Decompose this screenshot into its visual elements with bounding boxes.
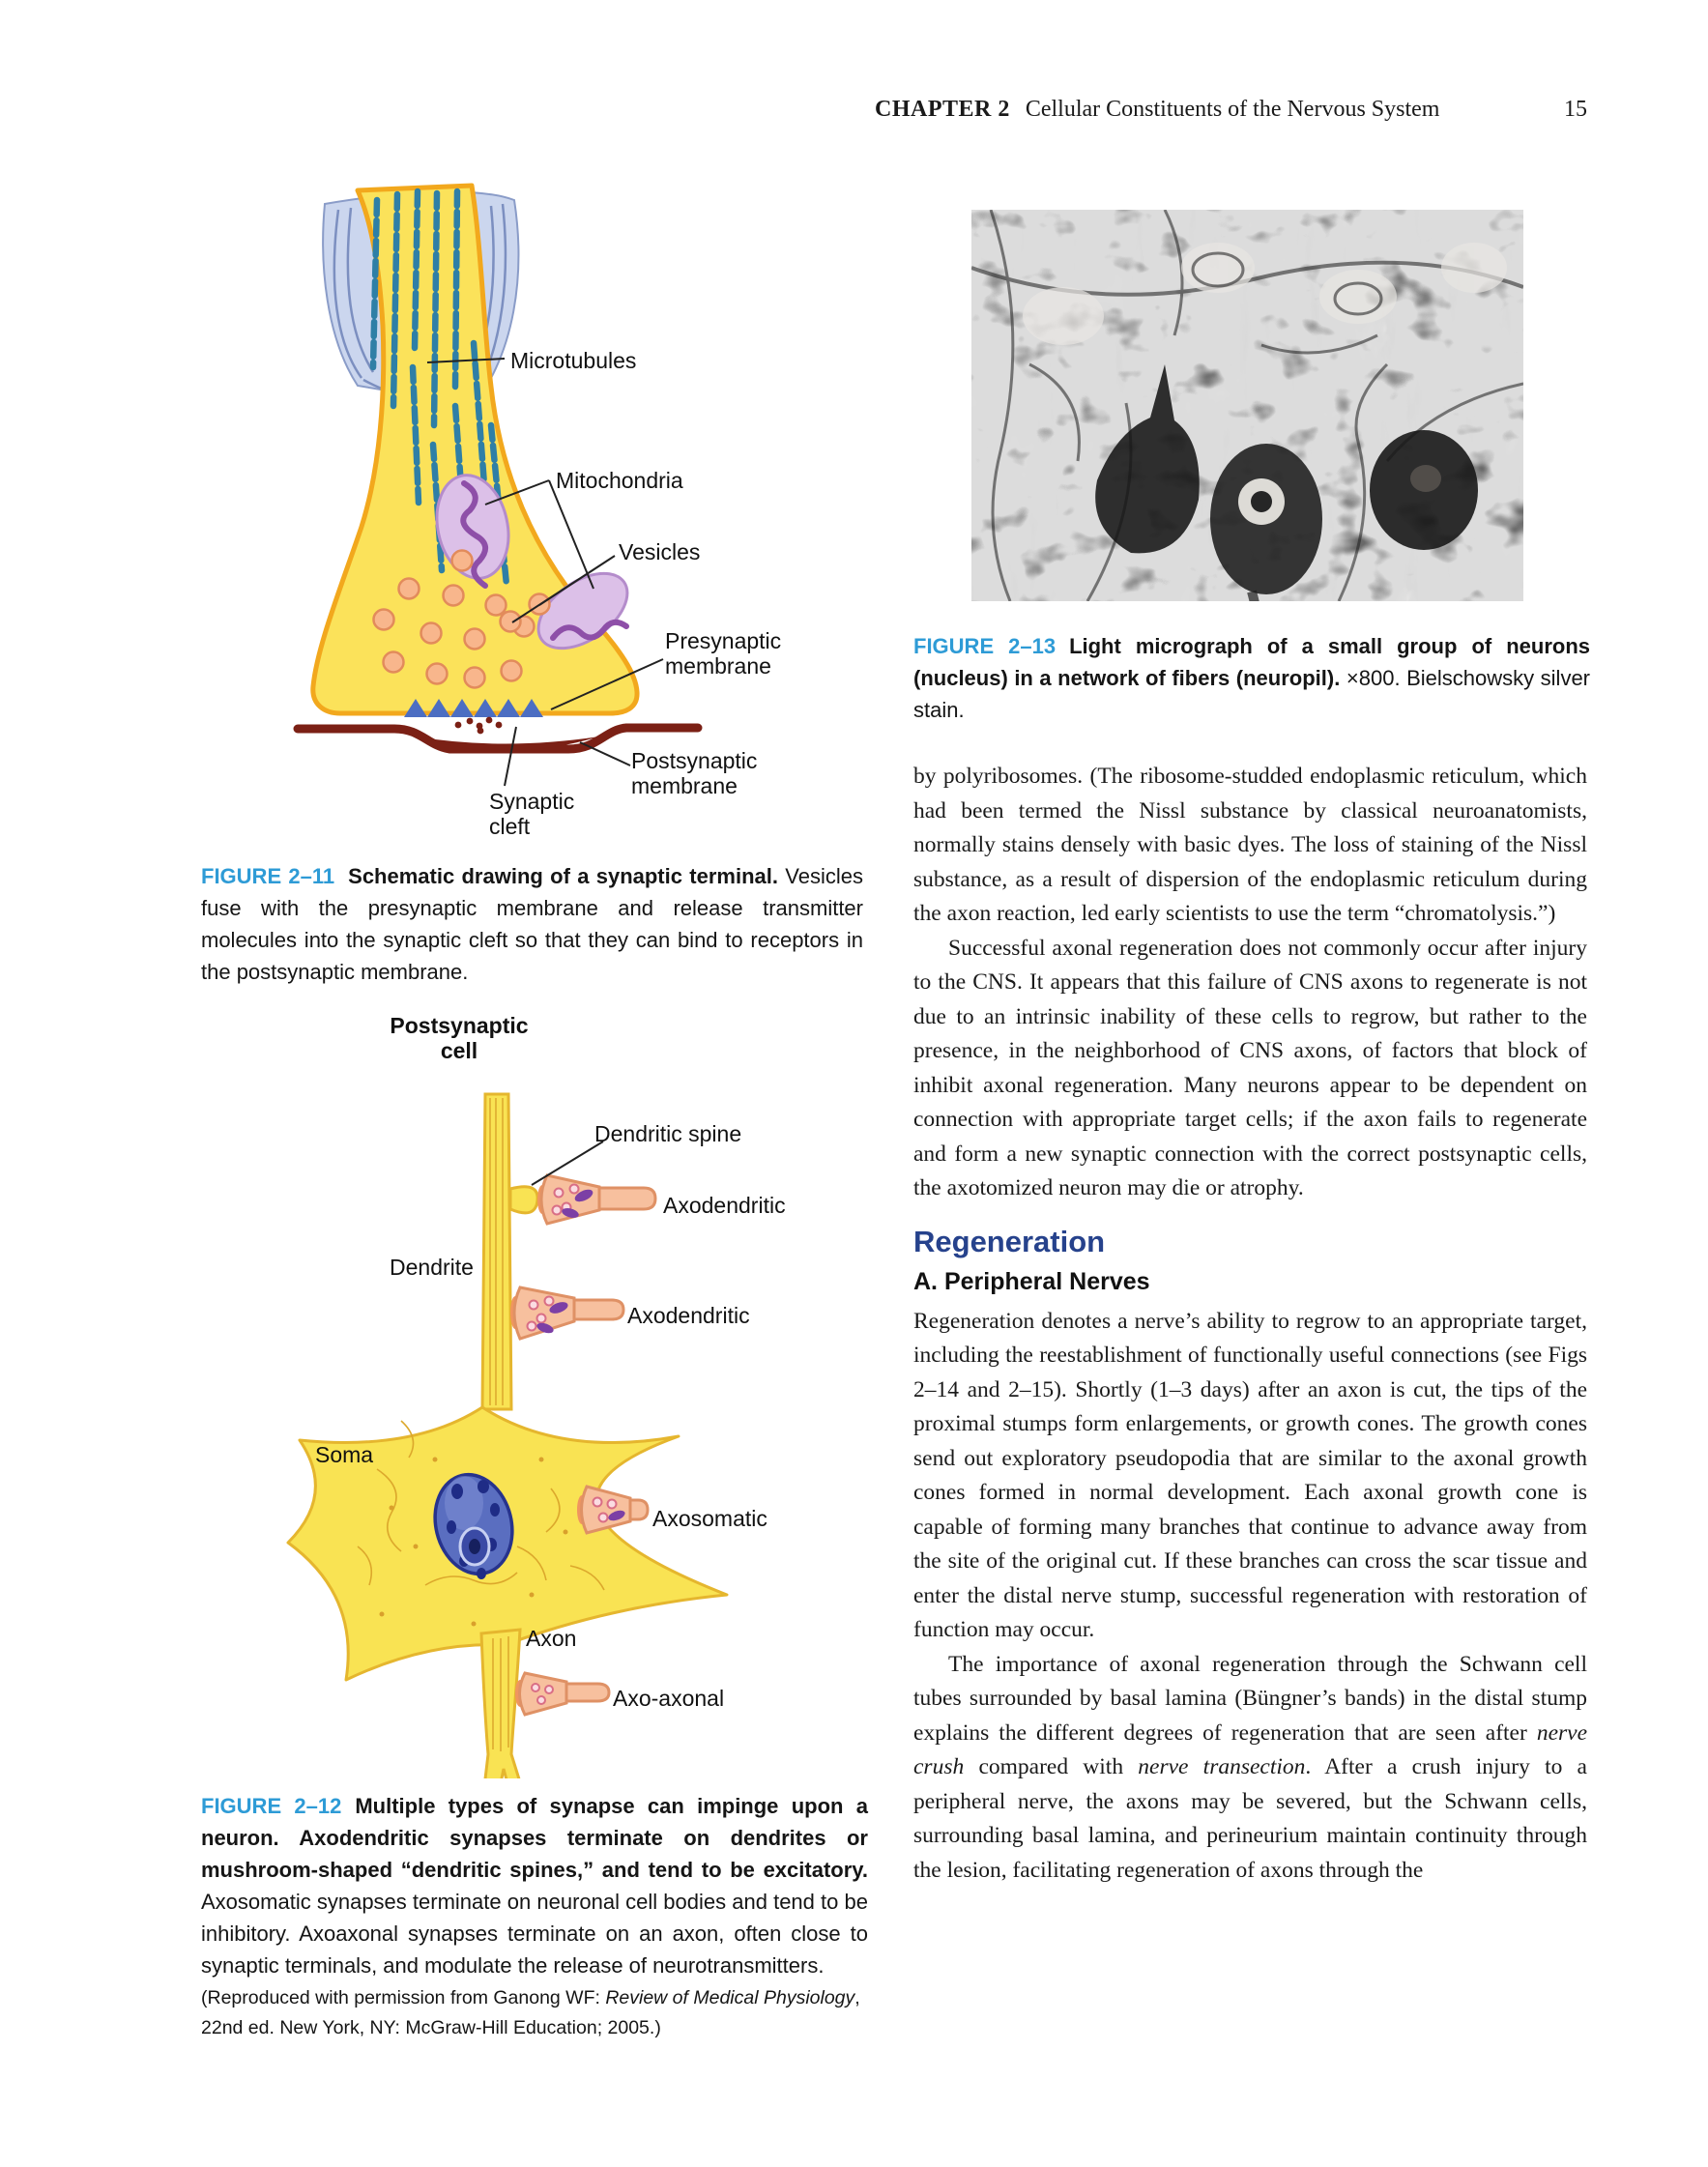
axosomatic-terminal <box>577 1487 648 1533</box>
figure-2-12-caption-title: Multiple types of synapse can impinge upon a neuron. Axodendritic synapses terminate on dendrites or mushroom-shaped “dendritic spines,” and tend to be excitatory. <box>201 1794 868 1882</box>
paragraph-schwann-mid: compared with <box>964 1754 1139 1779</box>
label-microtubules: Microtubules <box>510 348 637 373</box>
paragraph-schwann-end: . After a crush injury to a peripheral nerve, the axons may be severed, but the Schwann cells, surrounding basal lamina, and perineurium maintain continuity through the lesion, facilitating regeneration of axons through the <box>913 1754 1587 1883</box>
transmitter-molecule-dots <box>455 717 503 735</box>
running-head <box>875 97 1587 123</box>
label-dendrite: Dendrite <box>390 1255 474 1280</box>
figure-2-13-tag: FIGURE 2–13 <box>913 634 1057 658</box>
credit-source-italic: Review of Medical Physiology <box>605 1987 855 2008</box>
label-axodendritic-upper: Axodendritic <box>663 1193 786 1218</box>
figure-2-11-caption-body: Vesicles fuse with the presynaptic membrane and release transmitter molecules into the synaptic cleft so that they can bind to receptors in the postsynaptic membrane. <box>201 864 864 984</box>
figure-2-12-caption-body: Axosomatic synapses terminate on neuronal cell bodies and tend to be inhibitory. Axoaxonal synapses terminate on an axon, often close to synaptic terminals, and modulate the release of neurotransmitters. <box>201 1890 868 1978</box>
nerve-crush-italic: nerve crush <box>913 1719 1587 1779</box>
label-axon: Axon <box>526 1626 577 1651</box>
article-body <box>913 760 1587 1888</box>
axodendritic-terminal-upper <box>537 1175 655 1224</box>
micrograph-art <box>971 210 1523 601</box>
label-postsynaptic-membrane: Postsynaptic membrane <box>631 748 758 798</box>
label-mitochondria: Mitochondria <box>556 468 683 493</box>
micrograph-image <box>971 210 1523 601</box>
subheading-peripheral-nerves: A. Peripheral Nerves <box>913 1267 1150 1295</box>
label-synaptic-cleft: Synaptic cleft <box>489 789 575 839</box>
figure-2-12-caption-credit <box>201 1983 868 2043</box>
paragraph-axonal-regeneration: Successful axonal regeneration does not commonly occur after injury to the CNS. It appears that this failure of CNS axons to regenerate is not due to an intrinsic inability of these cells to regrow, but rather to the presence, in the neighborhood of CNS axons, of factors that block of inhibit axonal regeneration. Many neurons appear to be dependent on connection with appropriate target cells; if the axon fails to regenerate and form a new synaptic connection with the correct postsynaptic cells, the axotomized neuron may die or atrophy. <box>913 935 1587 1200</box>
label-presynaptic-membrane: Presynaptic membrane <box>665 628 782 679</box>
dendritic-spine-shape <box>510 1187 537 1213</box>
label-soma: Soma <box>315 1442 374 1467</box>
figure-2-12-caption <box>201 1790 868 2043</box>
figure-2-11-illustration <box>184 179 860 828</box>
figure-2-13-caption-title: Light micrograph of a small group of neurons (nucleus) in a network of fibers (neuropil). <box>913 634 1590 690</box>
axodendritic-terminal-lower <box>510 1287 623 1339</box>
figure-2-11-tag: FIGURE 2–11 <box>201 864 335 888</box>
axo-axonal-terminal <box>515 1673 609 1715</box>
chapter-title: Cellular Constituents of the Nervous System <box>1025 97 1440 122</box>
label-axosomatic: Axosomatic <box>652 1506 767 1531</box>
dendrite-shape <box>482 1094 511 1409</box>
nerve-transection-italic: nerve transection <box>1138 1754 1306 1779</box>
credit-text: (Reproduced with permission from Ganong WF: <box>201 1987 606 2008</box>
figure-2-11-caption <box>201 860 863 988</box>
label-axodendritic-lower: Axodendritic <box>627 1303 750 1328</box>
figure-2-13-caption <box>913 630 1590 726</box>
credit-text-end: , 22nd ed. New York, NY: McGraw-Hill Education; 2005.) <box>201 1987 860 2038</box>
label-postsynaptic-cell: Postsynaptic cell <box>390 1013 529 1063</box>
chapter-label: CHAPTER 2 <box>875 97 1010 122</box>
section-heading-regeneration: Regeneration <box>913 1224 1106 1258</box>
label-axo-axonal: Axo-axonal <box>613 1686 725 1711</box>
figure-2-13-caption-body: ×800. Bielschowsky silver stain. <box>913 666 1591 722</box>
paragraph-peripheral-nerves: Regeneration denotes a nerve’s ability to regrow to an appropriate target, including the reestablishment of functionally useful connections (see Figs 2–14 and 2–15). Shortly (1–3 days) after an axon is cut, the tips of the proximal stumps form enlargements, or growth cones. The growth cones send out exploratory pseudopodia that are similar to the axonal growth cones formed in normal development. Each axonal growth cone is capable of forming many branches that continue to advance away from the site of the original cut. If these branches can cross the scar tissue and enter the distal nerve stump, successful regeneration with restoration of function may occur. <box>913 1308 1587 1642</box>
figure-2-12-illustration <box>184 1005 860 1778</box>
paragraph-polyribosomes: by polyribosomes. (The ribosome-studded endoplasmic reticulum, which had been termed the Nissl substance by classical neuroanatomists, normally stains densely with basic dyes. The loss of staining of the Nissl substance, as a result of dispersion of the endoplasmic reticulum during the axon reaction, led early scientists to use the term “chromatolysis.”) <box>913 764 1587 926</box>
paragraph-schwann-text: The importance of axonal regeneration through the Schwann cell tubes surrounded by basal lamina (Büngner’s bands) in the distal stump explains the different degrees of regeneration that are seen after <box>913 1651 1587 1746</box>
page-number: 15 <box>1564 97 1587 122</box>
paragraph-schwann-tubes <box>913 1648 1587 1889</box>
figure-2-12-tag: FIGURE 2–12 <box>201 1794 342 1818</box>
label-vesicles: Vesicles <box>619 539 701 564</box>
label-dendritic-spine: Dendritic spine <box>594 1121 742 1146</box>
figure-2-11-caption-title: Schematic drawing of a synaptic terminal. <box>348 864 778 888</box>
